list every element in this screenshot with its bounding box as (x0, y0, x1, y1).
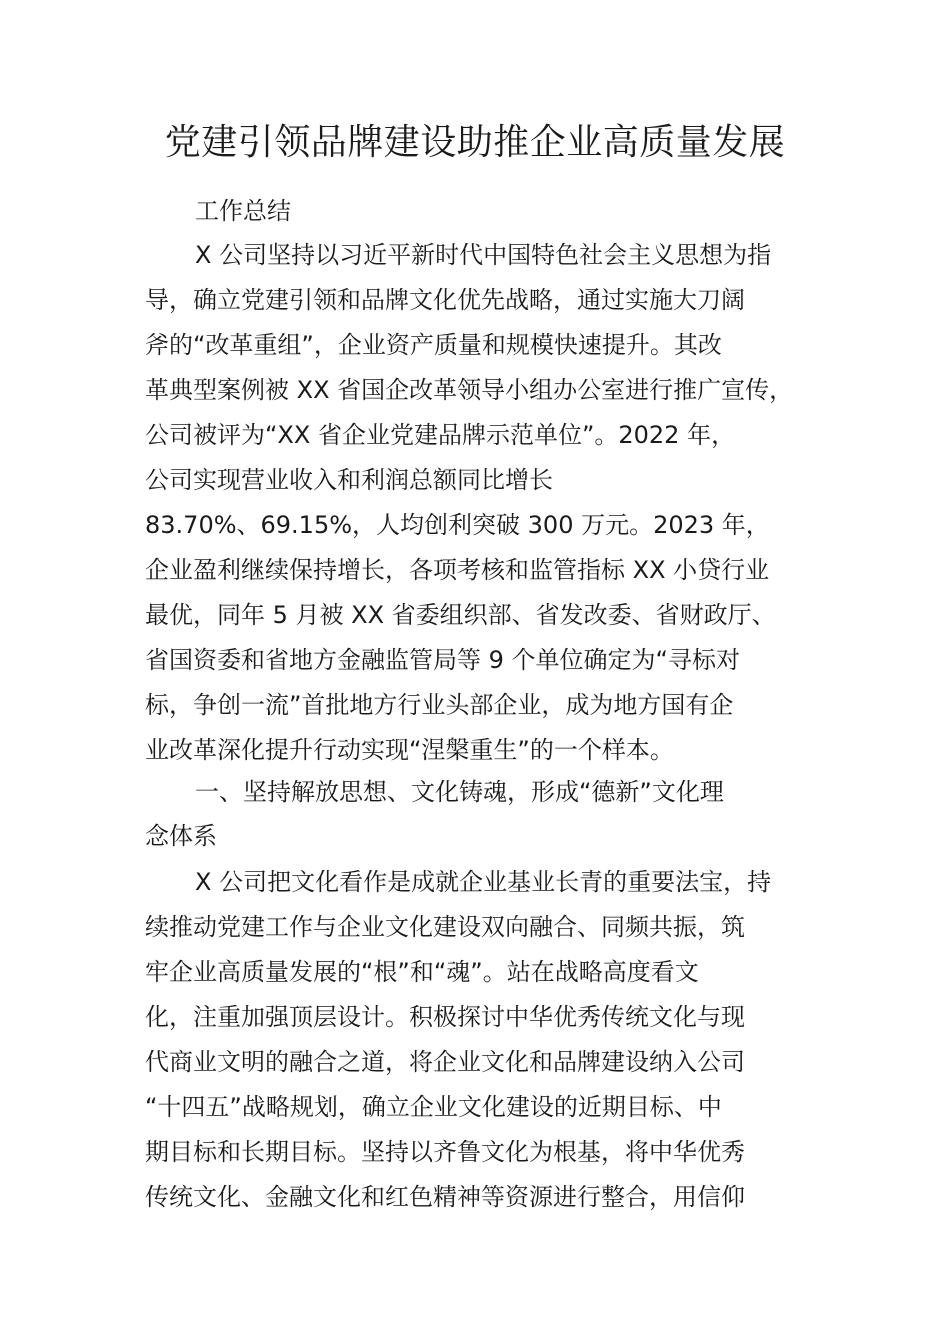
section-heading: 念体系 (145, 822, 217, 850)
paragraph-line: 省国资委和省地方金融监管局等 9 个单位确定为“寻标对 (145, 646, 740, 674)
paragraph-line: 企业盈利继续保持增长，各项考核和监管指标 XX 小贷行业 (145, 556, 770, 584)
paragraph-line: 代商业文明的融合之道，将企业文化和品牌建设纳入公司 (145, 1048, 745, 1076)
document-subtitle: 工作总结 (195, 197, 291, 225)
paragraph-line: 公司被评为“XX 省企业党建品牌示范单位”。2022 年， (145, 421, 736, 449)
paragraph-line: 牢企业高质量发展的“根”和“魂”。站在战略高度看文 (145, 958, 699, 986)
paragraph-line: 传统文化、金融文化和红色精神等资源进行整合，用信仰 (145, 1183, 745, 1211)
paragraph-line: 业改革深化提升行动实现“涅槃重生”的一个样本。 (145, 736, 674, 764)
paragraph-line: 公司实现营业收入和利润总额同比增长 (145, 466, 553, 494)
paragraph-line: X 公司把文化看作是成就企业基业长青的重要法宝，持 (195, 868, 772, 896)
document-title: 党建引领品牌建设助推企业高质量发展 (164, 122, 786, 163)
paragraph-line: 导，确立党建引领和品牌文化优先战略，通过实施大刀阔 (145, 286, 745, 314)
paragraph-line: 最优，同年 5 月被 XX 省委组织部、省发改委、省财政厅、 (145, 601, 776, 629)
paragraph-line: 83.70%、69.15%，人均创利突破 300 万元。2023 年， (145, 511, 770, 539)
paragraph-line: 标，争创一流”首批地方行业头部企业，成为地方国有企 (145, 691, 734, 719)
paragraph-line: X 公司坚持以习近平新时代中国特色社会主义思想为指 (195, 241, 772, 269)
paragraph-line: “十四五”战略规划，确立企业文化建设的近期目标、中 (145, 1093, 722, 1121)
section-heading: 一、坚持解放思想、文化铸魂，形成“德新”文化理 (195, 778, 724, 806)
paragraph-line: 期目标和长期目标。坚持以齐鲁文化为根基，将中华优秀 (145, 1138, 745, 1166)
paragraph-line: 斧的“改革重组”，企业资产质量和规模快速提升。其改 (145, 331, 722, 359)
paragraph-line: 革典型案例被 XX 省国企改革领导小组办公室进行推广宣传， (145, 376, 794, 404)
paragraph-line: 续推动党建工作与企业文化建设双向融合、同频共振，筑 (145, 913, 745, 941)
paragraph-line: 化，注重加强顶层设计。积极探讨中华优秀传统文化与现 (145, 1003, 745, 1031)
